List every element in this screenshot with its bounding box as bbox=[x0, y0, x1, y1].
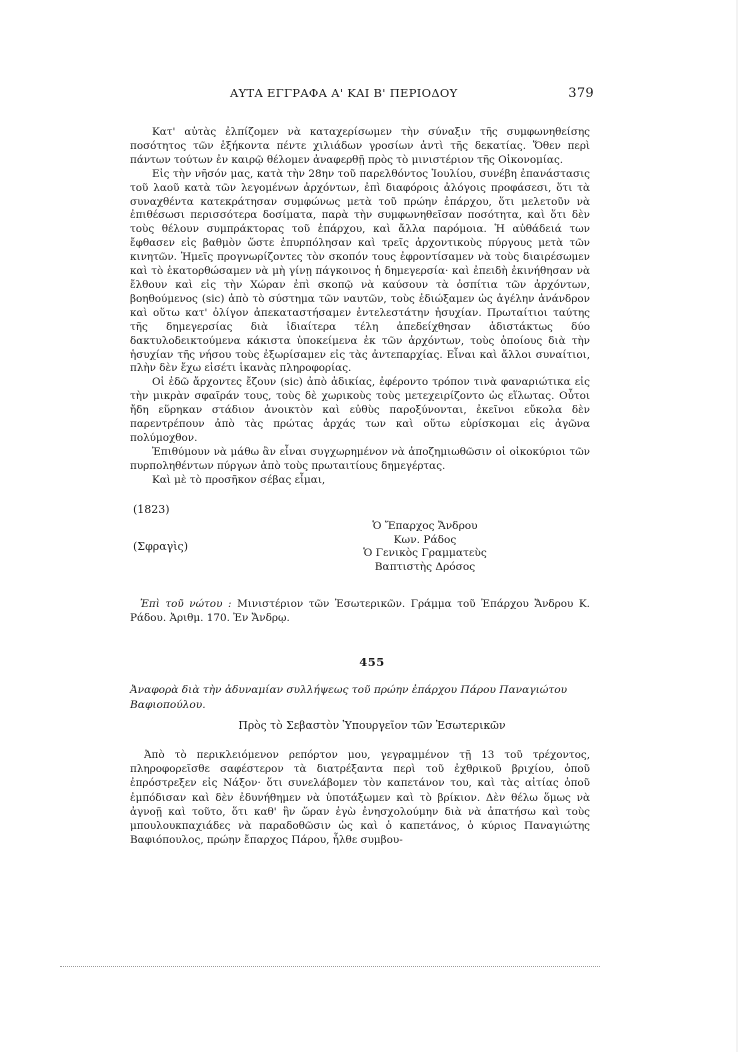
seal-note: (Σφραγὶς) bbox=[133, 540, 189, 553]
source-note-label: Ἐπὶ τοῦ νώτου : bbox=[140, 598, 232, 610]
paragraph: Καὶ μὲ τὸ προσῆκον σέβας εἶμαι, bbox=[152, 473, 326, 486]
running-header-title: ΑΥΤΑ ΕΓΓΡΑΦΑ Α' ΚΑΙ Β' ΠΕΡΙΟΔΟΥ bbox=[230, 86, 458, 100]
page-number: 379 bbox=[568, 86, 594, 101]
source-note-text: Μινιστέριον τῶν Ἐσωτερικῶν. Γράμμα τοῦ Ἐπάρχου Ἄνδρου Κ. Ράδου. Ἀριθμ. 170. Ἐν Ἄνδρῳ. bbox=[130, 598, 590, 624]
document-addressee: Πρὸς τὸ Σεβαστὸν Ὑπουργεῖον τῶν Ἐσωτερικῶν bbox=[238, 719, 506, 732]
paragraph: Ἀπὸ τὸ περικλειόμενον ρεπόρτον μου, γεγραμμένον τῇ 13 τοῦ τρέχοντος, πληροφορεῖσθε σαφέστερον τὰ διατρέξαντα περὶ τοῦ ἐχθρικοῦ βριχίου, ὁποῦ ἐπρόστρεξεν εἰς Νάξον· ὅτι συνελάβομεν τὸν καπετάνον του, καὶ τὰς αἰτίας ὁποῦ ἐμπόδισαν καὶ δὲν ἐδυνήθημεν νὰ ὑποτάξωμεν καὶ τὸ βρίκιον. Δὲν θέλω ὅμως νὰ ἀγνοῇ καὶ τοῦτο, ὅτι καθ' ἣν ὥραν ἐγὼ ἐνησχολούμην διὰ νὰ ἀπατήσω καὶ τοὺς μπουλουκπαχιάδες νὰ παραδοθῶσιν ὡς καὶ ὁ καπετάνος, ὁ κύριος Παναγιώτης Βαφιόπουλος, πρώην ἔπαρχος Πάρου, ἦλθε συμβου- bbox=[130, 749, 590, 847]
paragraph: Ἐπιθύμουν νὰ μάθω ἂν εἶναι συγχωρημένον νὰ ἀποζημιωθῶσιν οἱ οἰκοκύριοι τῶν πυρποληθέντων πύργων ἀπὸ τοὺς πρωταιτίους δημεγέρτας. bbox=[130, 445, 590, 472]
archival-source-note bbox=[130, 597, 590, 625]
signature-line: Ὁ Γενικὸς Γραμματεὺς bbox=[363, 547, 487, 559]
letter-date: (1823) bbox=[133, 503, 170, 516]
document-heading: Ἀναφορὰ διὰ τὴν ἀδυναμίαν συλλήψεως τοῦ πρώην ἐπάρχου Πάρου Παναγιώτου Βαφιοπούλου. bbox=[130, 684, 568, 711]
signature-block bbox=[330, 520, 520, 574]
paragraph: Οἱ ἐδῶ ἄρχοντες ἔζουν (sic) ἀπὸ ἀδικίας, ἐφέροντο τρόπον τινὰ φαναριώτικα εἰς τὴν μικρὰν σφαῖράν τους, τοὺς δὲ χωρικοὺς τοὺς μετεχειρίζοντο ὡς εἵλωτας. Οὗτοι ἤδη εὕρηκαν στάδιον ἀνοικτὸν καὶ εὐθὺς παροξύνονται, ἐκεῖνοι εὔκολα δὲν παρεντρέπουν ἀπὸ τὰς πρώτας ἀρχάς των καὶ οὕτω εὑρίσκομαι εἰς ἀγῶνα πολύμοχθον. bbox=[130, 376, 590, 444]
running-header bbox=[130, 86, 594, 106]
signature-line: Κων. Ράδος bbox=[393, 533, 457, 546]
letter-body bbox=[130, 126, 590, 488]
scan-artifact-divider bbox=[60, 966, 600, 968]
document-number: 455 bbox=[359, 655, 385, 669]
document-body bbox=[130, 748, 590, 847]
paragraph: Κατ' αὐτὰς ἐλπίζομεν νὰ καταχερίσωμεν τὴν σύναξιν τῆς συμφωνηθείσης ποσότητος τῶν ἑξήκοντα πέντε χιλιάδων γροσίων ἀντὶ τῆς δεκατίας. Ὅθεν περὶ πάντων τούτων ἐν καιρῷ θέλομεν ἀναφερθῇ πρὸς τὸ μινιστέριον τῆς Οἰκονομίας. bbox=[130, 126, 590, 166]
paragraph: Εἰς τὴν νῆσόν μας, κατὰ τὴν 28ην τοῦ παρελθόντος Ἰουλίου, συνέβη ἐπανάστασις τοῦ λαοῦ κατὰ τῶν λεγομένων ἀρχόντων, ἐπὶ διαφόροις ἀλόγοις προφάσεσι, ὅτι τὰ συναχθέντα κατεκράτησαν συμφώνως μετὰ τοῦ πρώην ἐπάρχου, ὅτι μελετοῦν νὰ ἐπιθέσωσι περισσότερα δοσίματα, παρὰ τὴν συμφωνηθεῖσαν ποσότητα, καὶ ὅτι δὲν τοὺς θέλουν συμπράκτορας τοῦ ἐπάρχου, καὶ ἄλλα παρόμοια. Ἡ αὐθάδειά των ἔφθασεν εἰς βαθμὸν ὥστε ἐπυρπόλησαν καὶ τρεῖς ἀρχοντικοὺς πύργους μετὰ τῶν κινητῶν. Ἡμεῖς προγνωρίζοντες τὸν σκοπόν τους ἐφροντίσαμεν νὰ τοὺς διαιρέσωμεν καὶ τὸ ἑκατορθώσαμεν νὰ μὴ γίνῃ πάγκοινος ἡ δημεγερσία· καὶ ἐπειδὴ ἐκινήθησαν νὰ ἔλθουν καὶ εἰς τὴν Χώραν ἐπὶ σκοπῷ νὰ καύσουν τὰ ὀσπίτια τῶν ἀρχόντων, βοηθούμενος (sic) ἀπὸ τὸ σύστημα τῶν ναυτῶν, τοὺς ἐδιώξαμεν ὡς ἀγέλην ἀνάνδρον καὶ οὕτω κατ' ὀλίγον ἀπεκαταστήσαμεν ἐντελεστάτην ἡσυχίαν. Πρωταίτιοι ταύτης τῆς δημεγερσίας διὰ ἰδιαίτερα τέλη ἀπεδείχθησαν ἀδιστάκτως δύο δακτυλοδεικτούμενα κάκιστα ὑποκείμενα ἐκ τῶν ἀρχόντων, τοὺς ὁποίους διὰ τὴν ἡσυχίαν τῆς νήσου τοὺς ἐξωρίσαμεν εἰς τὰς ἀντεπαρχίας. Εἶναι καὶ ἄλλοι συναίτιοι, πλὴν δὲν ἔχω εἰσέτι ἱκανὰς πληροφορίας. bbox=[130, 167, 590, 375]
signature-line: Βαπτιστὴς Δρόσος bbox=[374, 560, 476, 573]
signature-line: Ὁ Ἔπαρχος Ἄνδρου bbox=[372, 520, 478, 532]
scan-edge bbox=[736, 0, 738, 1052]
